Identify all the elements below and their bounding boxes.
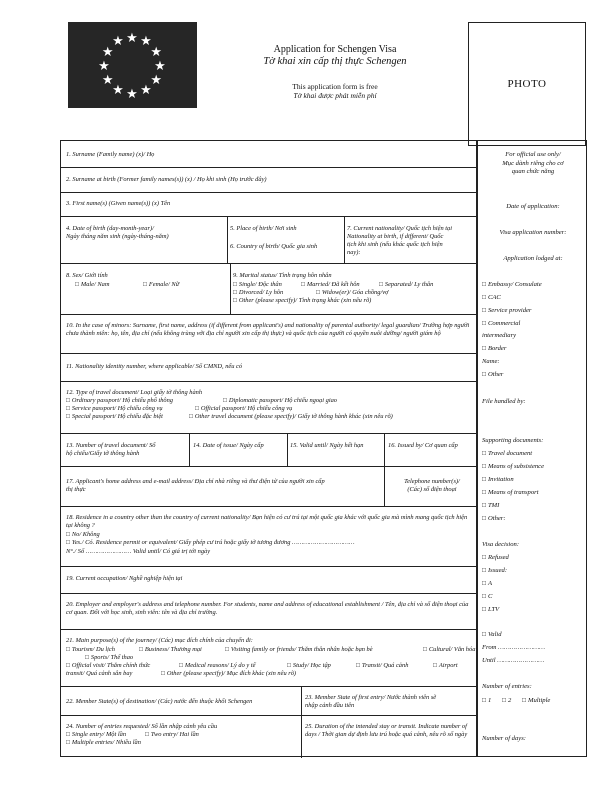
field-destination-states[interactable]: 22. Member State(s) of destination/ (Các) nước đến thuộc khối Schengen xyxy=(66,698,253,705)
photo-box[interactable] xyxy=(468,22,586,146)
field-marital-label: 9. Marital status/ Tình trạng hôn nhân xyxy=(233,272,332,279)
field-sex-label: 8. Sex/ Giới tính xyxy=(66,272,108,279)
checkbox-multiple-entries[interactable]: □ Multiple entries/ Nhiều lần xyxy=(66,739,176,747)
checkbox-border[interactable]: □ Border xyxy=(482,345,586,354)
checkbox-valid[interactable]: □ Valid xyxy=(482,631,586,640)
field-duration-stay[interactable]: 25. Duration of the intended stay or transit. Indicate number of days / Thời gian dự định lưu trú hoặc quá cảnh, nêu rõ số ngày xyxy=(305,723,468,738)
flag-star-icon: ★ xyxy=(140,33,152,49)
official-use-panel xyxy=(477,140,587,757)
checkbox-embassy[interactable]: □ Embassy/ Consulate xyxy=(482,281,586,290)
field-issued-by[interactable]: 16. Issued by/ Cơ quan cấp xyxy=(388,442,458,449)
title-en: Application for Schengen Visa xyxy=(273,44,397,55)
checkbox-ordinary-passport[interactable]: □ Ordinary passport/ Hộ chiếu phổ thông xyxy=(66,397,236,405)
checkbox-visiting[interactable]: □ Visiting family or friends/ Thăm thân nhân hoặc bạn bè xyxy=(225,646,425,654)
flag-star-icon: ★ xyxy=(150,43,163,59)
field-date-of-issue[interactable]: 14. Date of issue/ Ngày cấp xyxy=(193,442,264,449)
number-of-entries: Number of entries: xyxy=(482,683,532,690)
field-residence-question: 18. Residence in a country other than the country of current nationality/ Bạn hiện có cư trú tại một quốc gia khác với quốc gia mà mình mang quốc tịch hiện tại không ? xyxy=(66,514,468,529)
checkbox-other-lodged[interactable]: □ Other xyxy=(482,371,586,380)
field-first-entry-state[interactable]: 23. Member State of first entry/ Nước thành viên sẽ nhập cảnh đầu tiên xyxy=(305,694,437,709)
checkbox-issued[interactable]: □ Issued: xyxy=(482,567,586,576)
checkbox-female[interactable]: □ Female/ Nữ xyxy=(143,281,213,289)
checkbox-widowed[interactable]: □ Widow(er)/ Góa chồng/vợ xyxy=(316,289,426,297)
field-home-address[interactable]: 17. Applicant's home address and e-mail address/ Địa chỉ nhà riêng và thư điện tử của người xin cấp thị thực xyxy=(66,478,325,493)
application-form xyxy=(60,140,477,757)
field-first-name[interactable]: 3. First name(s) (Given name(s)) (x) Tên xyxy=(66,200,171,207)
checkbox-commercial[interactable]: □ Commercial xyxy=(482,320,586,329)
field-travel-doc-number[interactable]: 13. Number of travel document/ Số hộ chiếu/Giấy tờ thông hành xyxy=(66,442,156,457)
field-residence-number[interactable]: N°./ Số …………………… Valid until/ Có giá trị tới ngày xyxy=(66,548,211,555)
checkbox-single-entry[interactable]: □ Single entry/ Một lần xyxy=(66,731,146,739)
checkbox-transit[interactable]: □ Transit/ Quá cảnh xyxy=(356,662,436,670)
checkbox-residence-no[interactable]: □ No/ Không xyxy=(66,531,166,539)
checkbox-residence-yes[interactable]: □ Yes./ Có. Residence permit or equivalent/ Giấy phép cư trú hoặc giấy tờ tương đương …………………………… xyxy=(66,539,466,547)
valid-until-side[interactable]: Until …………………… xyxy=(482,657,545,664)
field-surname-at-birth[interactable]: 2. Surname at birth (Former family names(s)) (x) / Họ khi sinh (Họ trước đây) xyxy=(66,176,267,183)
checkbox-entries-multiple[interactable]: □ Multiple xyxy=(522,697,582,706)
checkbox-visa-ltv[interactable]: □ LTV xyxy=(482,606,586,615)
application-lodged-at: Application lodged at: xyxy=(503,255,563,262)
checkbox-tourism[interactable]: □ Tourism/ Du lịch xyxy=(66,646,146,654)
checkbox-other-travel-doc[interactable]: □ Other travel document (please specify)/ Giấy tờ thông hành khác (xin nêu rõ) xyxy=(189,413,474,421)
checkbox-special-passport[interactable]: □ Special passport/ Hộ chiếu đặc biệt xyxy=(66,413,206,421)
flag-star-icon: ★ xyxy=(112,81,124,97)
field-valid-until[interactable]: 15. Valid until/ Ngày hết hạn xyxy=(290,442,364,449)
checkbox-other-docs[interactable]: □ Other: xyxy=(482,515,586,524)
flag-star-icon: ★ xyxy=(154,57,166,73)
photo-label: PHOTO xyxy=(507,78,547,90)
checkbox-cac[interactable]: □ CAC xyxy=(482,294,586,303)
checkbox-study[interactable]: □ Study/ Học tập xyxy=(287,662,357,670)
checkbox-marital-other[interactable]: □ Other (please specify)/ Tình trạng khác (xin nêu rõ) xyxy=(233,297,473,305)
flag-star-icon: ★ xyxy=(126,29,138,45)
field-country-of-birth[interactable]: 6. Country of birth/ Quốc gia sinh xyxy=(230,243,318,250)
checkbox-purpose-other[interactable]: □ Other (please specify)/ Mục đích khác (xin nêu rõ) xyxy=(161,670,411,678)
checkbox-visa-c[interactable]: □ C xyxy=(482,593,586,602)
airport-transit-label: transit/ Quá cảnh sân bay xyxy=(66,670,133,677)
checkbox-entries-2[interactable]: □ 2 xyxy=(502,697,526,706)
eu-flag-logo xyxy=(68,22,197,108)
field-entries-label: 24. Number of entries requested/ Số lần nhập cảnh yêu cầu xyxy=(66,723,218,730)
checkbox-tmi[interactable]: □ TMI xyxy=(482,502,586,511)
checkbox-sports[interactable]: □ Sports/ Thể thao xyxy=(85,654,165,662)
intermediary-label: intermediary xyxy=(482,332,517,339)
supporting-documents: Supporting documents: xyxy=(482,437,544,444)
field-national-id[interactable]: 11. Nationality identity number, where applicable/ Số CMND, nếu có xyxy=(66,363,243,370)
flag-star-icon: ★ xyxy=(101,43,114,59)
checkbox-service-passport[interactable]: □ Service passport/ Hộ chiếu công vụ xyxy=(66,405,216,413)
free-vi: Tờ khai được phát miễn phí xyxy=(293,91,377,100)
checkbox-cultural[interactable]: □ Cultural/ Văn hóa xyxy=(423,646,478,654)
field-place-of-birth[interactable]: 5. Place of birth/ Nơi sinh xyxy=(230,225,297,232)
checkbox-single[interactable]: □ Single/ Độc thân xyxy=(233,281,303,289)
visa-application-number: Visa application number: xyxy=(499,229,567,236)
flag-star-icon: ★ xyxy=(101,71,114,87)
file-handled-by: File handled by: xyxy=(482,398,526,405)
checkbox-invitation[interactable]: □ Invitation xyxy=(482,476,586,485)
checkbox-two-entry[interactable]: □ Two entry/ Hai lần xyxy=(145,731,225,739)
field-nationality[interactable]: 7. Current nationality/ Quốc tịch hiện tại Nationality at birth, if different/ Quốc tịch khi sinh (nếu khác quốc tịch hiện nay): xyxy=(347,225,453,256)
checkbox-entries-1[interactable]: □ 1 xyxy=(482,697,506,706)
checkbox-diplomatic-passport[interactable]: □ Diplomatic passport/ Hộ chiếu ngoại giao xyxy=(223,397,403,405)
checkbox-visa-a[interactable]: □ A xyxy=(482,580,586,589)
field-date-of-birth[interactable]: 4. Date of birth (day-month-year)/ Ngày tháng năm sinh (ngày-tháng-năm) xyxy=(66,225,169,240)
checkbox-travel-document[interactable]: □ Travel document xyxy=(482,450,586,459)
flag-star-icon: ★ xyxy=(140,81,152,97)
checkbox-male[interactable]: □ Male/ Nam xyxy=(75,281,145,289)
checkbox-subsistence[interactable]: □ Means of subsistence xyxy=(482,463,586,472)
field-minors-guardian[interactable]: 10. In the case of minors: Surname, first name, address (if different from applicant's) and nationality of parental authority/ legal guardian/ Trường hợp người chưa thành niên: họ, tên, địa chỉ (nếu không trùng với địa chỉ người xin cấp thị thực) và quốc tịch của người có quyền nuôi dưỡng/ người giám hộ xyxy=(66,322,470,337)
free-en: This application form is free xyxy=(292,82,378,91)
checkbox-separated[interactable]: □ Separated/ Ly thân xyxy=(379,281,469,289)
field-telephone[interactable]: Telephone number(s)/ (Các) số điện thoại xyxy=(404,478,460,493)
checkbox-airport-transit[interactable]: □ Airport xyxy=(433,662,477,670)
flag-star-icon: ★ xyxy=(150,71,163,87)
valid-from[interactable]: From …………………… xyxy=(482,644,545,651)
title-vi: Tờ khai xin cấp thị thực Schengen xyxy=(263,56,407,67)
date-of-application: Date of application: xyxy=(506,203,560,210)
checkbox-medical[interactable]: □ Medical reasons/ Lý do y tế xyxy=(179,662,289,670)
checkbox-divorced[interactable]: □ Divorced/ Ly hôn xyxy=(233,289,303,297)
field-employer[interactable]: 20. Employer and employer's address and telephone number. For students, name and address of educational establishment / Tên, địa chỉ và số điện thoại của cơ quan. Đối với học sinh, sinh viên: tên và địa chỉ trường. xyxy=(66,601,469,616)
field-travel-doc-label: 12. Type of travel document/ Loại giấy tờ thông hành xyxy=(66,389,203,396)
checkbox-refused[interactable]: □ Refused xyxy=(482,554,586,563)
checkbox-official-visit[interactable]: □ Official visit/ Thăm chính thức xyxy=(66,662,176,670)
field-current-occupation[interactable]: 19. Current occupation/ Nghề nghiệp hiện tại xyxy=(66,575,183,582)
checkbox-transport[interactable]: □ Means of transport xyxy=(482,489,586,498)
form-header xyxy=(210,44,460,100)
field-surname[interactable]: 1. Surname (Family name) (x)/ Họ xyxy=(66,151,155,158)
visa-decision: Visa decision: xyxy=(482,541,520,548)
flag-star-icon: ★ xyxy=(98,57,110,73)
flag-star-icon: ★ xyxy=(126,85,138,101)
official-use-title: For official use only/ Mục dành riêng cho cơ quan chức năng xyxy=(502,151,564,176)
number-of-days: Number of days: xyxy=(482,735,526,742)
checkbox-official-passport[interactable]: □ Official passport/ Hộ chiếu công vụ xyxy=(195,405,355,413)
flag-star-icon: ★ xyxy=(112,33,124,49)
field-purpose-label: 21. Main purpose(s) of the journey/ (Các) mục đích chính của chuyến đi: xyxy=(66,637,253,644)
checkbox-service-provider[interactable]: □ Service provider xyxy=(482,307,586,316)
checkbox-business[interactable]: □ Business/ Thương mại xyxy=(139,646,229,654)
checkbox-married[interactable]: □ Married/ Đã kết hôn xyxy=(301,281,381,289)
name-label: Name: xyxy=(482,358,500,365)
